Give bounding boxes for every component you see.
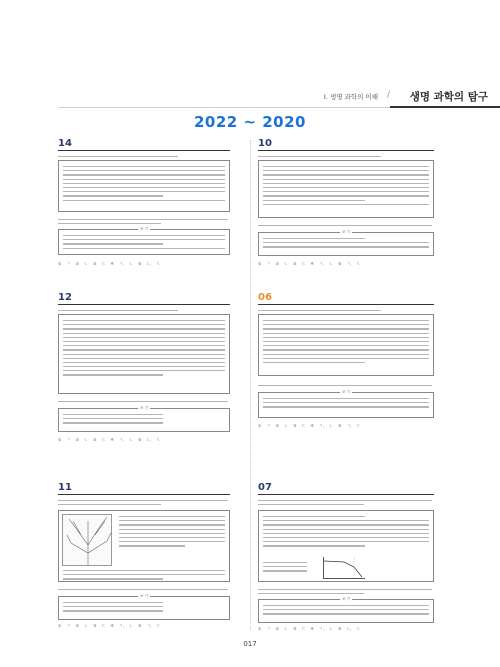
question-11	[58, 482, 230, 632]
question-prompt	[258, 222, 434, 226]
answer-choices[interactable]: ① ㄱ ② ㄴ ③ ㄷ ④ ㄱ, ㄴ ⑤ ㄱ, ㄷ	[258, 423, 361, 428]
breadcrumb-separator: /	[386, 90, 390, 100]
plant-illustration	[63, 515, 113, 567]
question-number: 12	[58, 292, 72, 303]
result-graph	[323, 557, 365, 579]
bogi-box	[58, 229, 230, 255]
question-prompt	[258, 586, 434, 594]
page-number: 017	[243, 640, 257, 648]
bogi-box	[58, 596, 230, 620]
bogi-box	[258, 392, 434, 418]
question-12	[58, 292, 230, 447]
column-divider	[250, 140, 251, 630]
question-number: 06	[258, 292, 272, 303]
answer-choices[interactable]: ① ㄱ ② ㄴ ③ ㄷ ④ ㄱ, ㄴ ⑤ ㄴ, ㄷ	[58, 437, 161, 442]
bogi-title: 보 기	[342, 390, 350, 394]
question-prompt	[58, 398, 230, 402]
experiment-box	[258, 314, 434, 376]
question-rule	[258, 494, 434, 495]
page-header	[0, 90, 500, 106]
question-rule	[58, 304, 230, 305]
bogi-title: 보 기	[342, 597, 350, 601]
source-tag	[428, 294, 434, 298]
question-number: 14	[58, 138, 72, 149]
experiment-box	[258, 160, 434, 218]
bogi-title: 보 기	[140, 406, 148, 410]
source-tag	[224, 484, 230, 488]
question-stem	[58, 153, 230, 157]
question-stem	[58, 307, 230, 311]
question-rule	[258, 304, 434, 305]
answer-choices[interactable]: ① ㄱ ② ㄴ ③ ㄷ ④ ㄱ, ㄴ ⑤ ㄱ, ㄷ	[258, 261, 361, 266]
question-rule	[58, 494, 230, 495]
bogi-box	[58, 408, 230, 432]
question-07	[258, 482, 434, 632]
bogi-title: 보 기	[140, 227, 148, 231]
question-prompt	[58, 586, 230, 590]
source-tag	[428, 484, 434, 488]
question-stem	[58, 497, 230, 505]
question-stem	[258, 153, 434, 157]
bogi-box	[258, 232, 434, 256]
question-number: 10	[258, 138, 272, 149]
section-title: 생명 과학의 탐구	[409, 91, 488, 103]
answer-choices[interactable]: ① ㄱ ② ㄴ ③ ㄷ ④ ㄱ, ㄴ ⑤ ㄴ, ㄷ	[58, 261, 161, 266]
question-rule	[58, 150, 230, 151]
question-14	[58, 138, 230, 280]
experiment-box	[58, 510, 230, 582]
experiment-box	[58, 314, 230, 394]
graph-curve	[324, 557, 366, 579]
source-tag	[224, 140, 230, 144]
question-06	[258, 292, 434, 447]
bogi-title: 보 기	[342, 230, 350, 234]
question-10	[258, 138, 434, 280]
question-stem	[258, 497, 434, 505]
header-accent-bar	[390, 106, 500, 108]
question-stem	[258, 307, 434, 311]
question-rule	[258, 150, 434, 151]
source-tag	[224, 294, 230, 298]
answer-choices[interactable]: ① ㄱ ② ㄴ ③ ㄷ ④ ㄱ, ㄴ ⑤ ㄱ, ㄷ	[58, 623, 161, 628]
experiment-box	[258, 510, 434, 582]
source-tag	[428, 140, 434, 144]
question-number: 07	[258, 482, 272, 493]
question-prompt	[58, 216, 230, 224]
question-number: 11	[58, 482, 72, 493]
answer-choices[interactable]: ① ㄱ ② ㄴ ③ ㄷ ④ ㄱ, ㄴ ⑤ ㄴ, ㄷ	[258, 626, 361, 631]
bogi-box	[258, 599, 434, 623]
year-range-title: 2022 ~ 2020	[193, 113, 306, 131]
bogi-title: 보 기	[140, 594, 148, 598]
experiment-box	[58, 160, 230, 212]
chapter-label: Ⅰ. 생명 과학의 이해	[323, 93, 378, 101]
question-prompt	[258, 382, 434, 386]
plant-figure	[62, 514, 112, 566]
